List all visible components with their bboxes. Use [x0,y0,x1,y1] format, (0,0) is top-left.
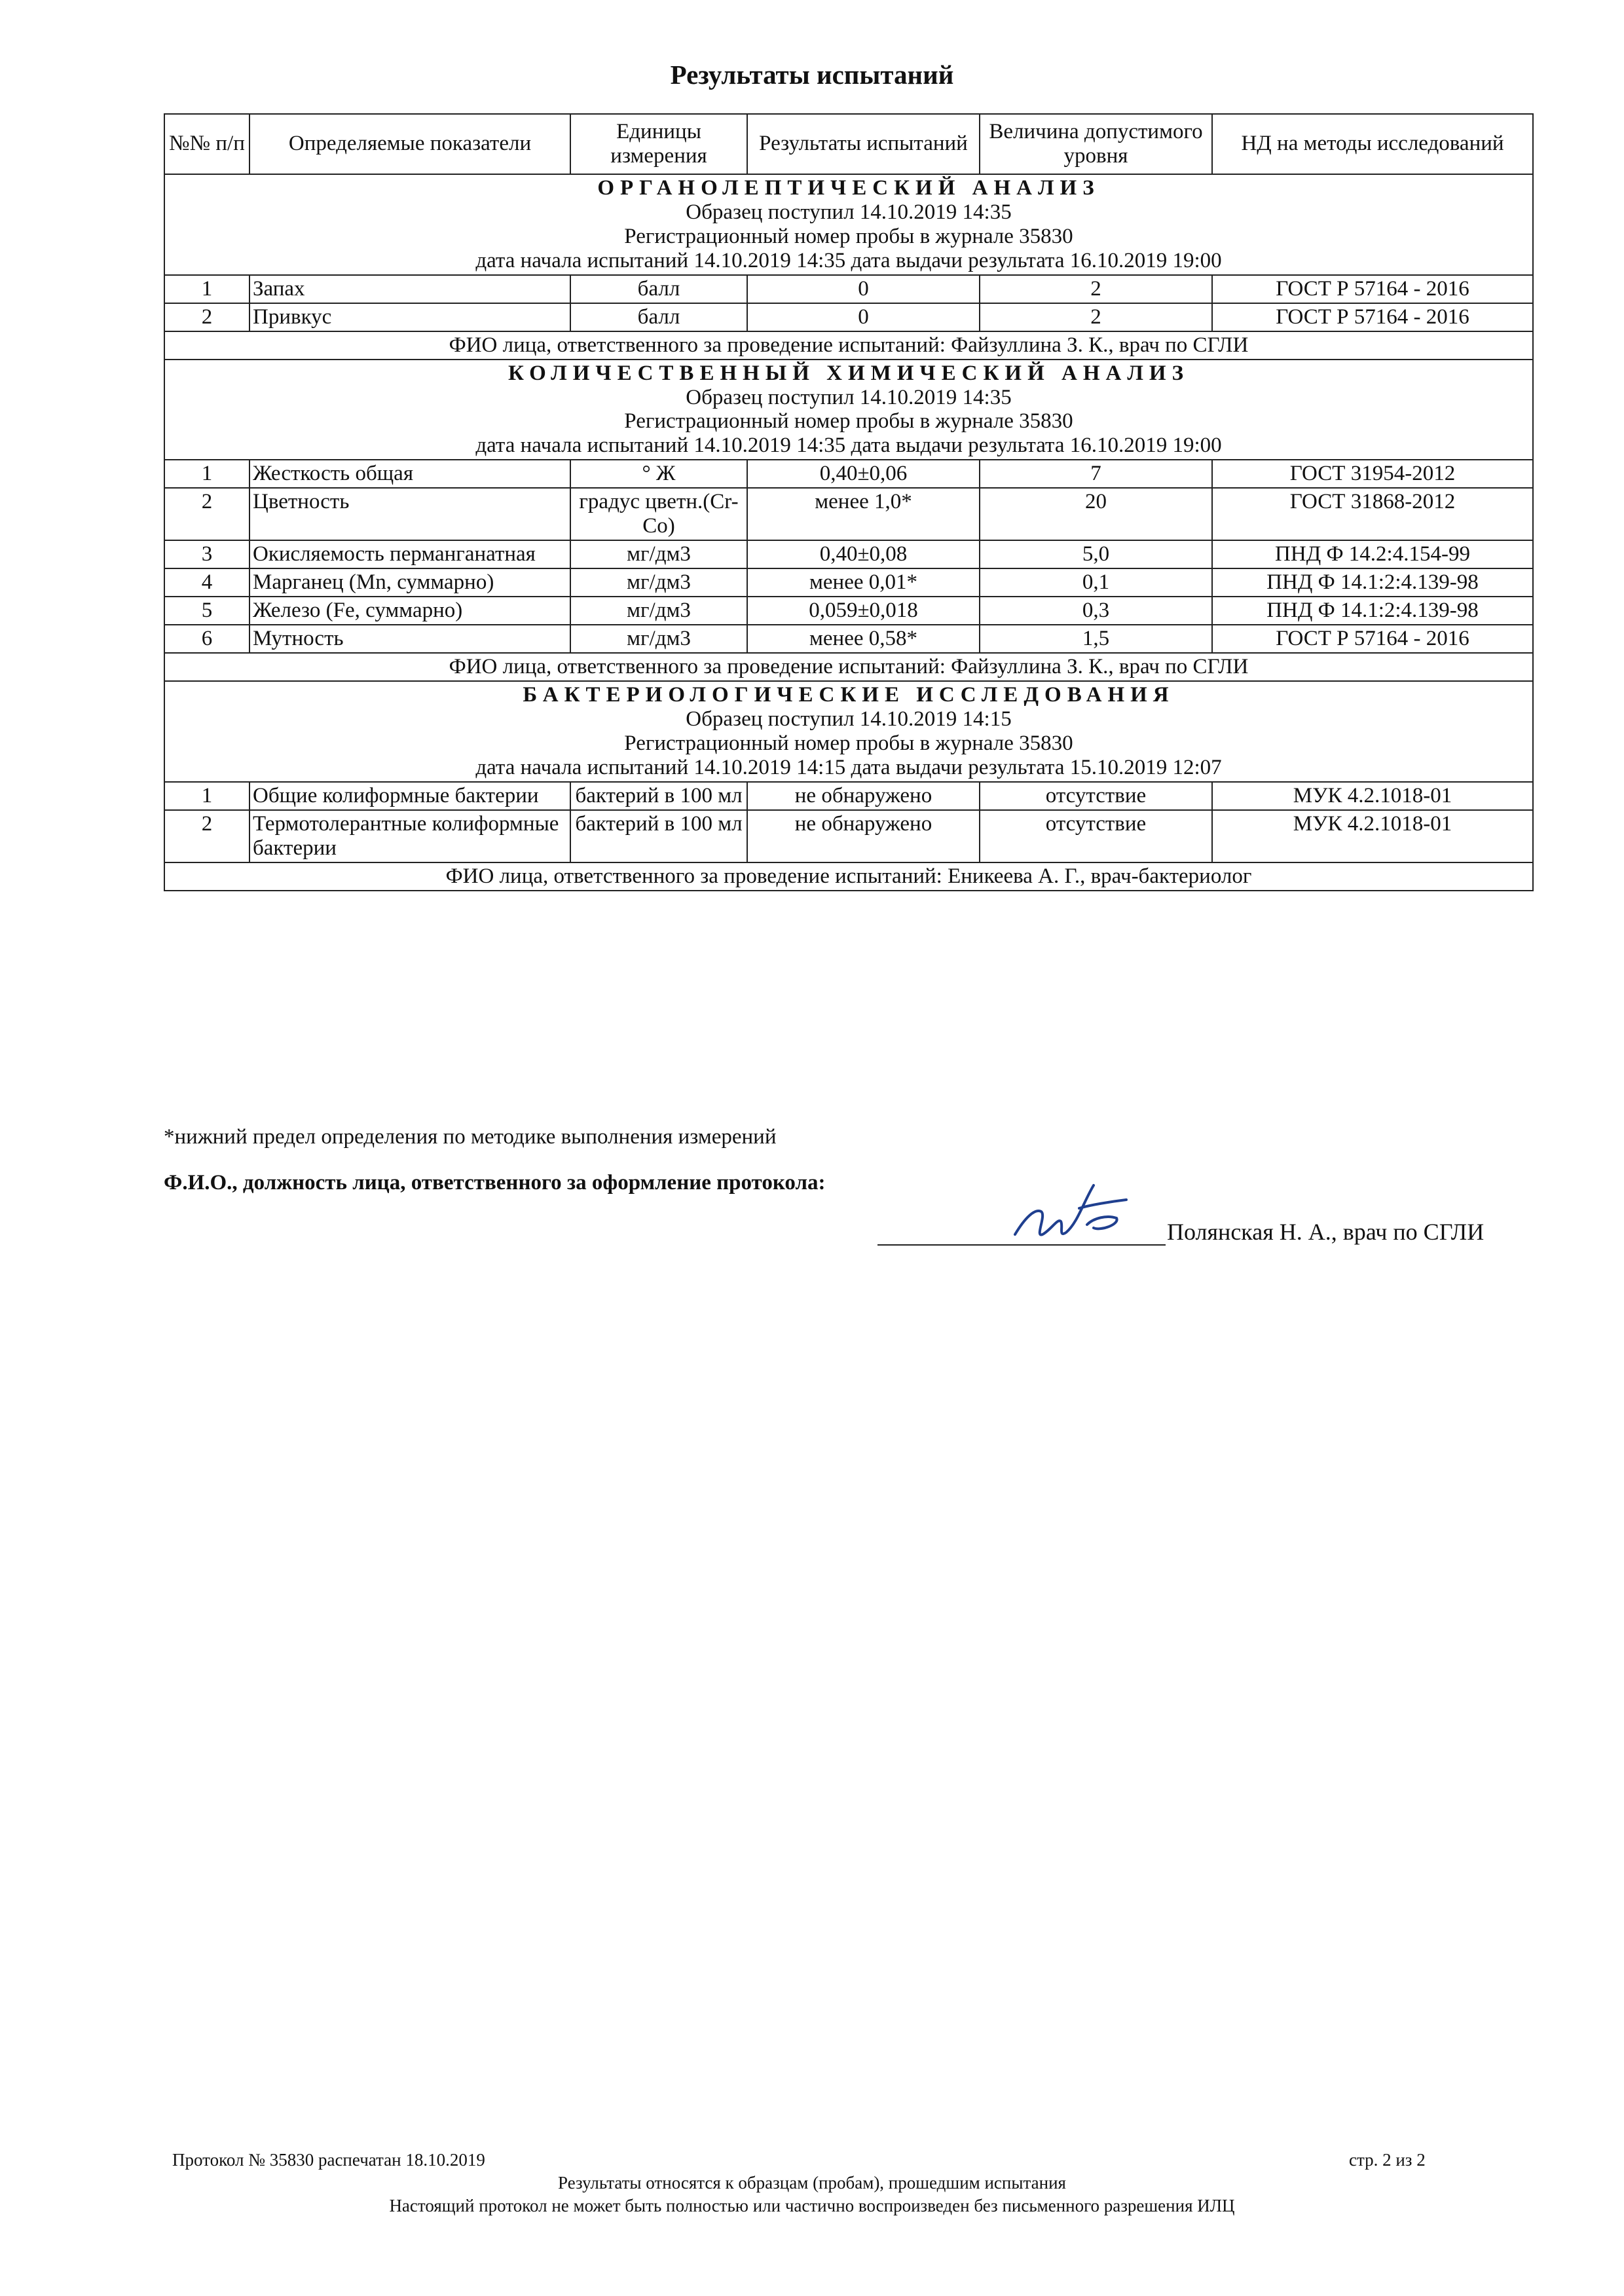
result-cell: 0,40±0,06 [747,460,980,488]
page-title: Результаты испытаний [670,60,954,90]
table-header-row [164,114,1533,174]
section-header-row [164,360,1533,460]
table-row [164,303,1533,331]
responsible-row [164,653,1533,681]
table-row [164,488,1533,540]
method-cell: МУК 4.2.1018-01 [1212,810,1533,862]
sample-received: Образец поступил 14.10.2019 14:35 [686,385,1012,409]
indicator-name: Привкус [249,303,570,331]
registration-number: Регистрационный номер пробы в журнале 35830 [624,731,1073,755]
sample-received: Образец поступил 14.10.2019 14:35 [686,200,1012,224]
row-number: 5 [164,597,249,625]
result-cell: 0 [747,303,980,331]
result-cell: не обнаружено [747,782,980,810]
protocol-responsible-label: Ф.И.О., должность лица, ответственного за оформление протокола: [164,1171,826,1194]
unit-cell: балл [570,275,747,303]
test-dates: дата начала испытаний 14.10.2019 14:35 дата выдачи результата 16.10.2019 19:00 [475,248,1222,272]
result-cell: не обнаружено [747,810,980,862]
row-number: 4 [164,568,249,597]
header-unit: Единицы измерения [570,114,747,174]
table-row [164,568,1533,597]
responsible-person: ФИО лица, ответственного за проведение испытаний: Файзуллина З. К., врач по СГЛИ [164,331,1533,360]
table-row [164,540,1533,568]
table-row [164,275,1533,303]
header-result: Результаты испытаний [747,114,980,174]
section-title: КОЛИЧЕСТВЕННЫЙ ХИМИЧЕСКИЙ АНАЛИЗ [507,361,1190,385]
limit-cell: отсутствие [980,782,1212,810]
indicator-name: Марганец (Mn, суммарно) [249,568,570,597]
section-header-cell [164,174,1533,275]
section-title: БАКТЕРИОЛОГИЧЕСКИЕ ИССЛЕДОВАНИЯ [523,683,1175,707]
responsible-row [164,331,1533,360]
header-indicator: Определяемые показатели [249,114,570,174]
unit-cell: ° Ж [570,460,747,488]
indicator-name: Жесткость общая [249,460,570,488]
section-title: ОРГАНОЛЕПТИЧЕСКИЙ АНАЛИЗ [597,176,1100,200]
table-row [164,782,1533,810]
unit-cell: мг/дм3 [570,597,747,625]
unit-cell: градус цветн.(Cr-Co) [570,488,747,540]
responsible-person: ФИО лица, ответственного за проведение испытаний: Файзуллина З. К., врач по СГЛИ [164,653,1533,681]
test-dates: дата начала испытаний 14.10.2019 14:35 дата выдачи результата 16.10.2019 19:00 [475,434,1222,458]
registration-number: Регистрационный номер пробы в журнале 35830 [624,409,1073,434]
signature-line [877,1244,1166,1246]
table-row [164,625,1533,653]
indicator-name: Запах [249,275,570,303]
unit-cell: бактерий в 100 мл [570,810,747,862]
row-number: 2 [164,303,249,331]
result-cell: 0,40±0,08 [747,540,980,568]
indicator-name: Общие колиформные бактерии [249,782,570,810]
results-table [164,113,1534,891]
method-cell: МУК 4.2.1018-01 [1212,782,1533,810]
unit-cell: бактерий в 100 мл [570,782,747,810]
row-number: 2 [164,488,249,540]
table-row [164,460,1533,488]
result-cell: менее 0,01* [747,568,980,597]
result-cell: 0,059±0,018 [747,597,980,625]
result-cell: менее 1,0* [747,488,980,540]
unit-cell: мг/дм3 [570,625,747,653]
signer-name: Полянская Н. А., врач по СГЛИ [1167,1219,1485,1245]
limit-cell: 0,1 [980,568,1212,597]
method-cell: ГОСТ 31954-2012 [1212,460,1533,488]
row-number: 2 [164,810,249,862]
responsible-row [164,862,1533,891]
table-row [164,810,1533,862]
limit-cell: 20 [980,488,1212,540]
section-header-row [164,174,1533,275]
method-cell: ПНД Ф 14.1:2:4.139-98 [1212,597,1533,625]
sample-received: Образец поступил 14.10.2019 14:15 [686,707,1012,731]
method-cell: ГОСТ Р 57164 - 2016 [1212,625,1533,653]
unit-cell: балл [570,303,747,331]
limit-cell: 5,0 [980,540,1212,568]
section-header-row [164,681,1533,782]
section-header-cell [164,360,1533,460]
section-header-cell [164,681,1533,782]
header-method: НД на методы исследований [1212,114,1533,174]
header-limit: Величина допустимого уровня [980,114,1212,174]
footer-line-2: Настоящий протокол не может быть полностью или частично воспроизведен без письменного разрешения ИЛЦ [389,2196,1235,2215]
unit-cell: мг/дм3 [570,568,747,597]
limit-cell: 1,5 [980,625,1212,653]
method-cell: ПНД Ф 14.1:2:4.139-98 [1212,568,1533,597]
row-number: 1 [164,275,249,303]
limit-cell: 2 [980,303,1212,331]
registration-number: Регистрационный номер пробы в журнале 35830 [624,224,1073,248]
method-cell: ГОСТ Р 57164 - 2016 [1212,275,1533,303]
limit-cell: отсутствие [980,810,1212,862]
method-cell: ГОСТ 31868-2012 [1212,488,1533,540]
method-cell: ГОСТ Р 57164 - 2016 [1212,303,1533,331]
result-cell: 0 [747,275,980,303]
indicator-name: Термотолерантные колиформные бактерии [249,810,570,862]
indicator-name: Цветность [249,488,570,540]
limit-cell: 7 [980,460,1212,488]
limit-cell: 2 [980,275,1212,303]
indicator-name: Окисляемость перманганатная [249,540,570,568]
footnote: *нижний предел определения по методике выполнения измерений [164,1125,777,1149]
method-cell: ПНД Ф 14.2:4.154-99 [1212,540,1533,568]
indicator-name: Железо (Fe, суммарно) [249,597,570,625]
footer-page: стр. 2 из 2 [1349,2150,1426,2170]
table-body [164,174,1533,891]
row-number: 1 [164,460,249,488]
unit-cell: мг/дм3 [570,540,747,568]
header-number: №№ п/п [164,114,249,174]
result-cell: менее 0,58* [747,625,980,653]
row-number: 6 [164,625,249,653]
table-row [164,597,1533,625]
footer-protocol: Протокол № 35830 распечатан 18.10.2019 [172,2150,485,2170]
test-dates: дата начала испытаний 14.10.2019 14:15 дата выдачи результата 15.10.2019 12:07 [475,755,1222,779]
footer-line-1: Результаты относятся к образцам (пробам), прошедшим испытания [558,2173,1066,2193]
responsible-person: ФИО лица, ответственного за проведение испытаний: Еникеева А. Г., врач-бактериолог [164,862,1533,891]
row-number: 1 [164,782,249,810]
limit-cell: 0,3 [980,597,1212,625]
indicator-name: Мутность [249,625,570,653]
row-number: 3 [164,540,249,568]
